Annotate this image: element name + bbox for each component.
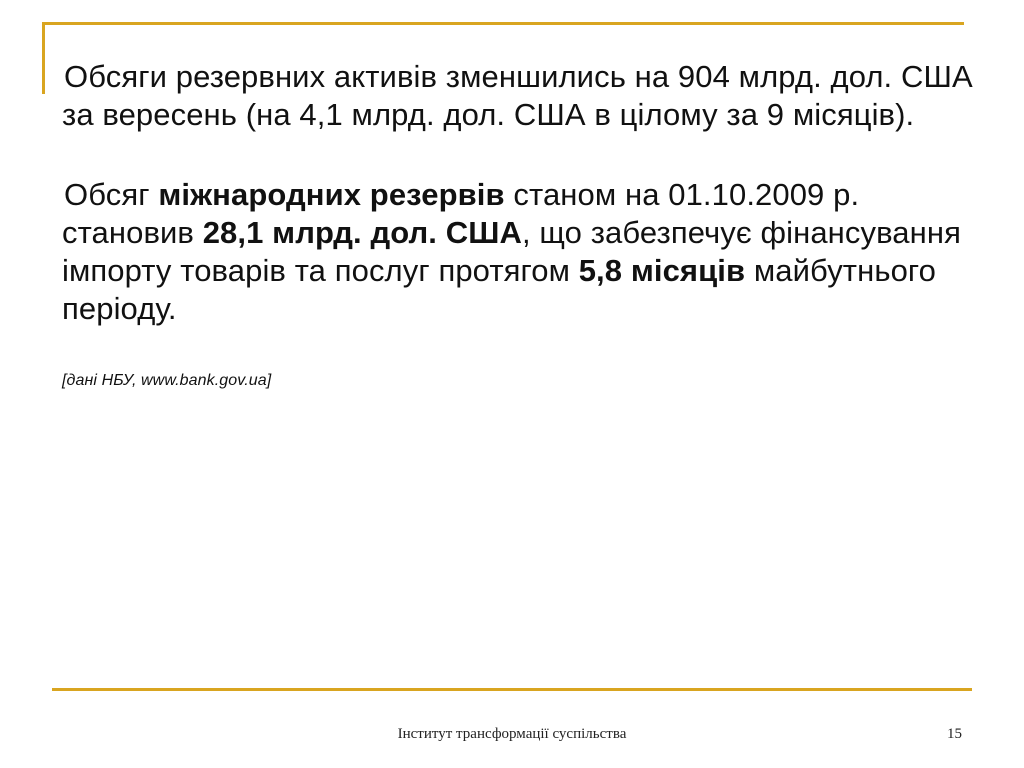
bold-international-reserves: міжнародних резервів (158, 177, 505, 212)
source-citation: [дані НБУ, www.bank.gov.ua] (62, 372, 272, 389)
bold-reserve-amount: 28,1 млрд. дол. США (202, 215, 522, 250)
footer-organization: Інститут трансформації суспільства (397, 726, 627, 742)
paragraph-reserve-assets-text: Обсяги резервних активів зменшились на 904 млрд. дол. США за вересень (на 4,1 млрд. дол. США в цілому за 9 місяців). (62, 59, 973, 132)
bold-months-coverage: 5,8 місяців (578, 253, 746, 288)
paragraph2-text-3: , що забезпечує фінансування імпорту товарів та послуг протягом (62, 215, 961, 288)
paragraph-reserve-assets (62, 58, 982, 134)
paragraph2-text-2: станом на 01.10.2009 р. становив (62, 177, 860, 250)
bottom-decorative-rule (52, 688, 972, 691)
left-decorative-rule (42, 22, 45, 94)
top-decorative-rule (42, 22, 964, 25)
paragraph2-text-4: майбутнього періоду. (62, 253, 936, 326)
footer-page-number: 15 (947, 726, 962, 742)
paragraph2-text-1: Обсяг (64, 177, 159, 212)
paragraph-international-reserves (62, 176, 982, 328)
slide-body (62, 58, 982, 391)
